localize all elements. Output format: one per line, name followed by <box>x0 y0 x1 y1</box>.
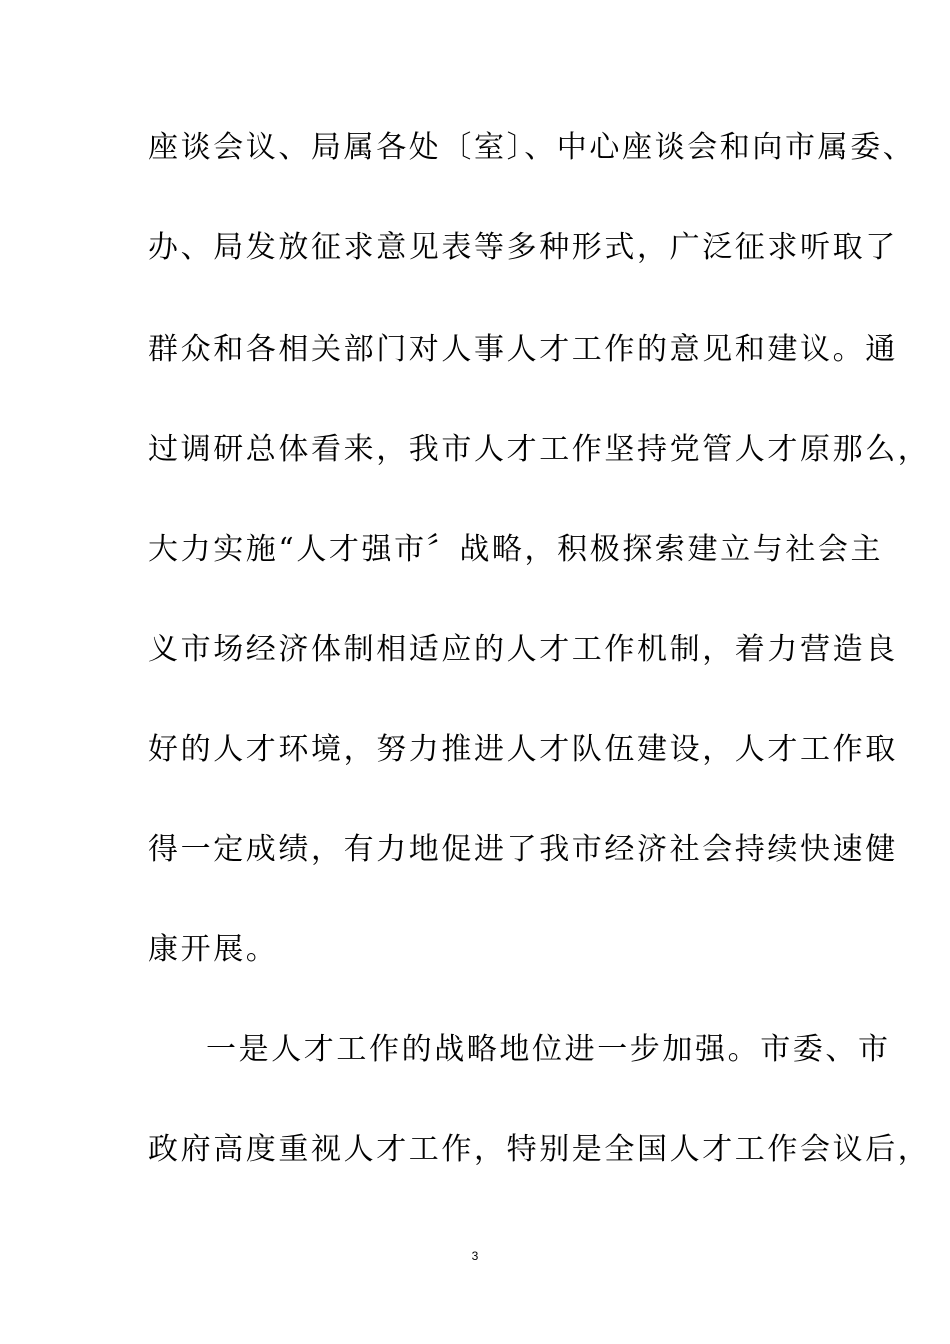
text-line-1: 座谈会议、局属各处〔室〕、中心座谈会和向市属委、 <box>148 130 916 165</box>
text-line-6: 义市场经济体制相适应的人才工作机制，着力营造良 <box>148 632 898 667</box>
text-line-9: 康开展。 <box>148 932 279 967</box>
paragraph-start-line: 一是人才工作的战略地位进一步加强。市委、市 <box>206 1032 891 1067</box>
text-line-2: 办、局发放征求意见表等多种形式，广泛征求听取了 <box>148 230 898 265</box>
text-line-3: 群众和各相关部门对人事人才工作的意见和建议。通 <box>148 332 898 367</box>
text-line-8: 得一定成绩，有力地促进了我市经济社会持续快速健 <box>148 832 898 867</box>
text-line-4: 过调研总体看来，我市人才工作坚持党管人才原那么， <box>148 432 931 467</box>
text-line-5: 大力实施“人才强市〞战略，积极探索建立与社会主 <box>148 532 884 567</box>
text-line-11: 政府高度重视人才工作，特别是全国人才工作会议后， <box>148 1132 931 1167</box>
page-number: 3 <box>471 1249 479 1263</box>
text-line-7: 好的人才环境，努力推进人才队伍建设，人才工作取 <box>148 732 898 767</box>
